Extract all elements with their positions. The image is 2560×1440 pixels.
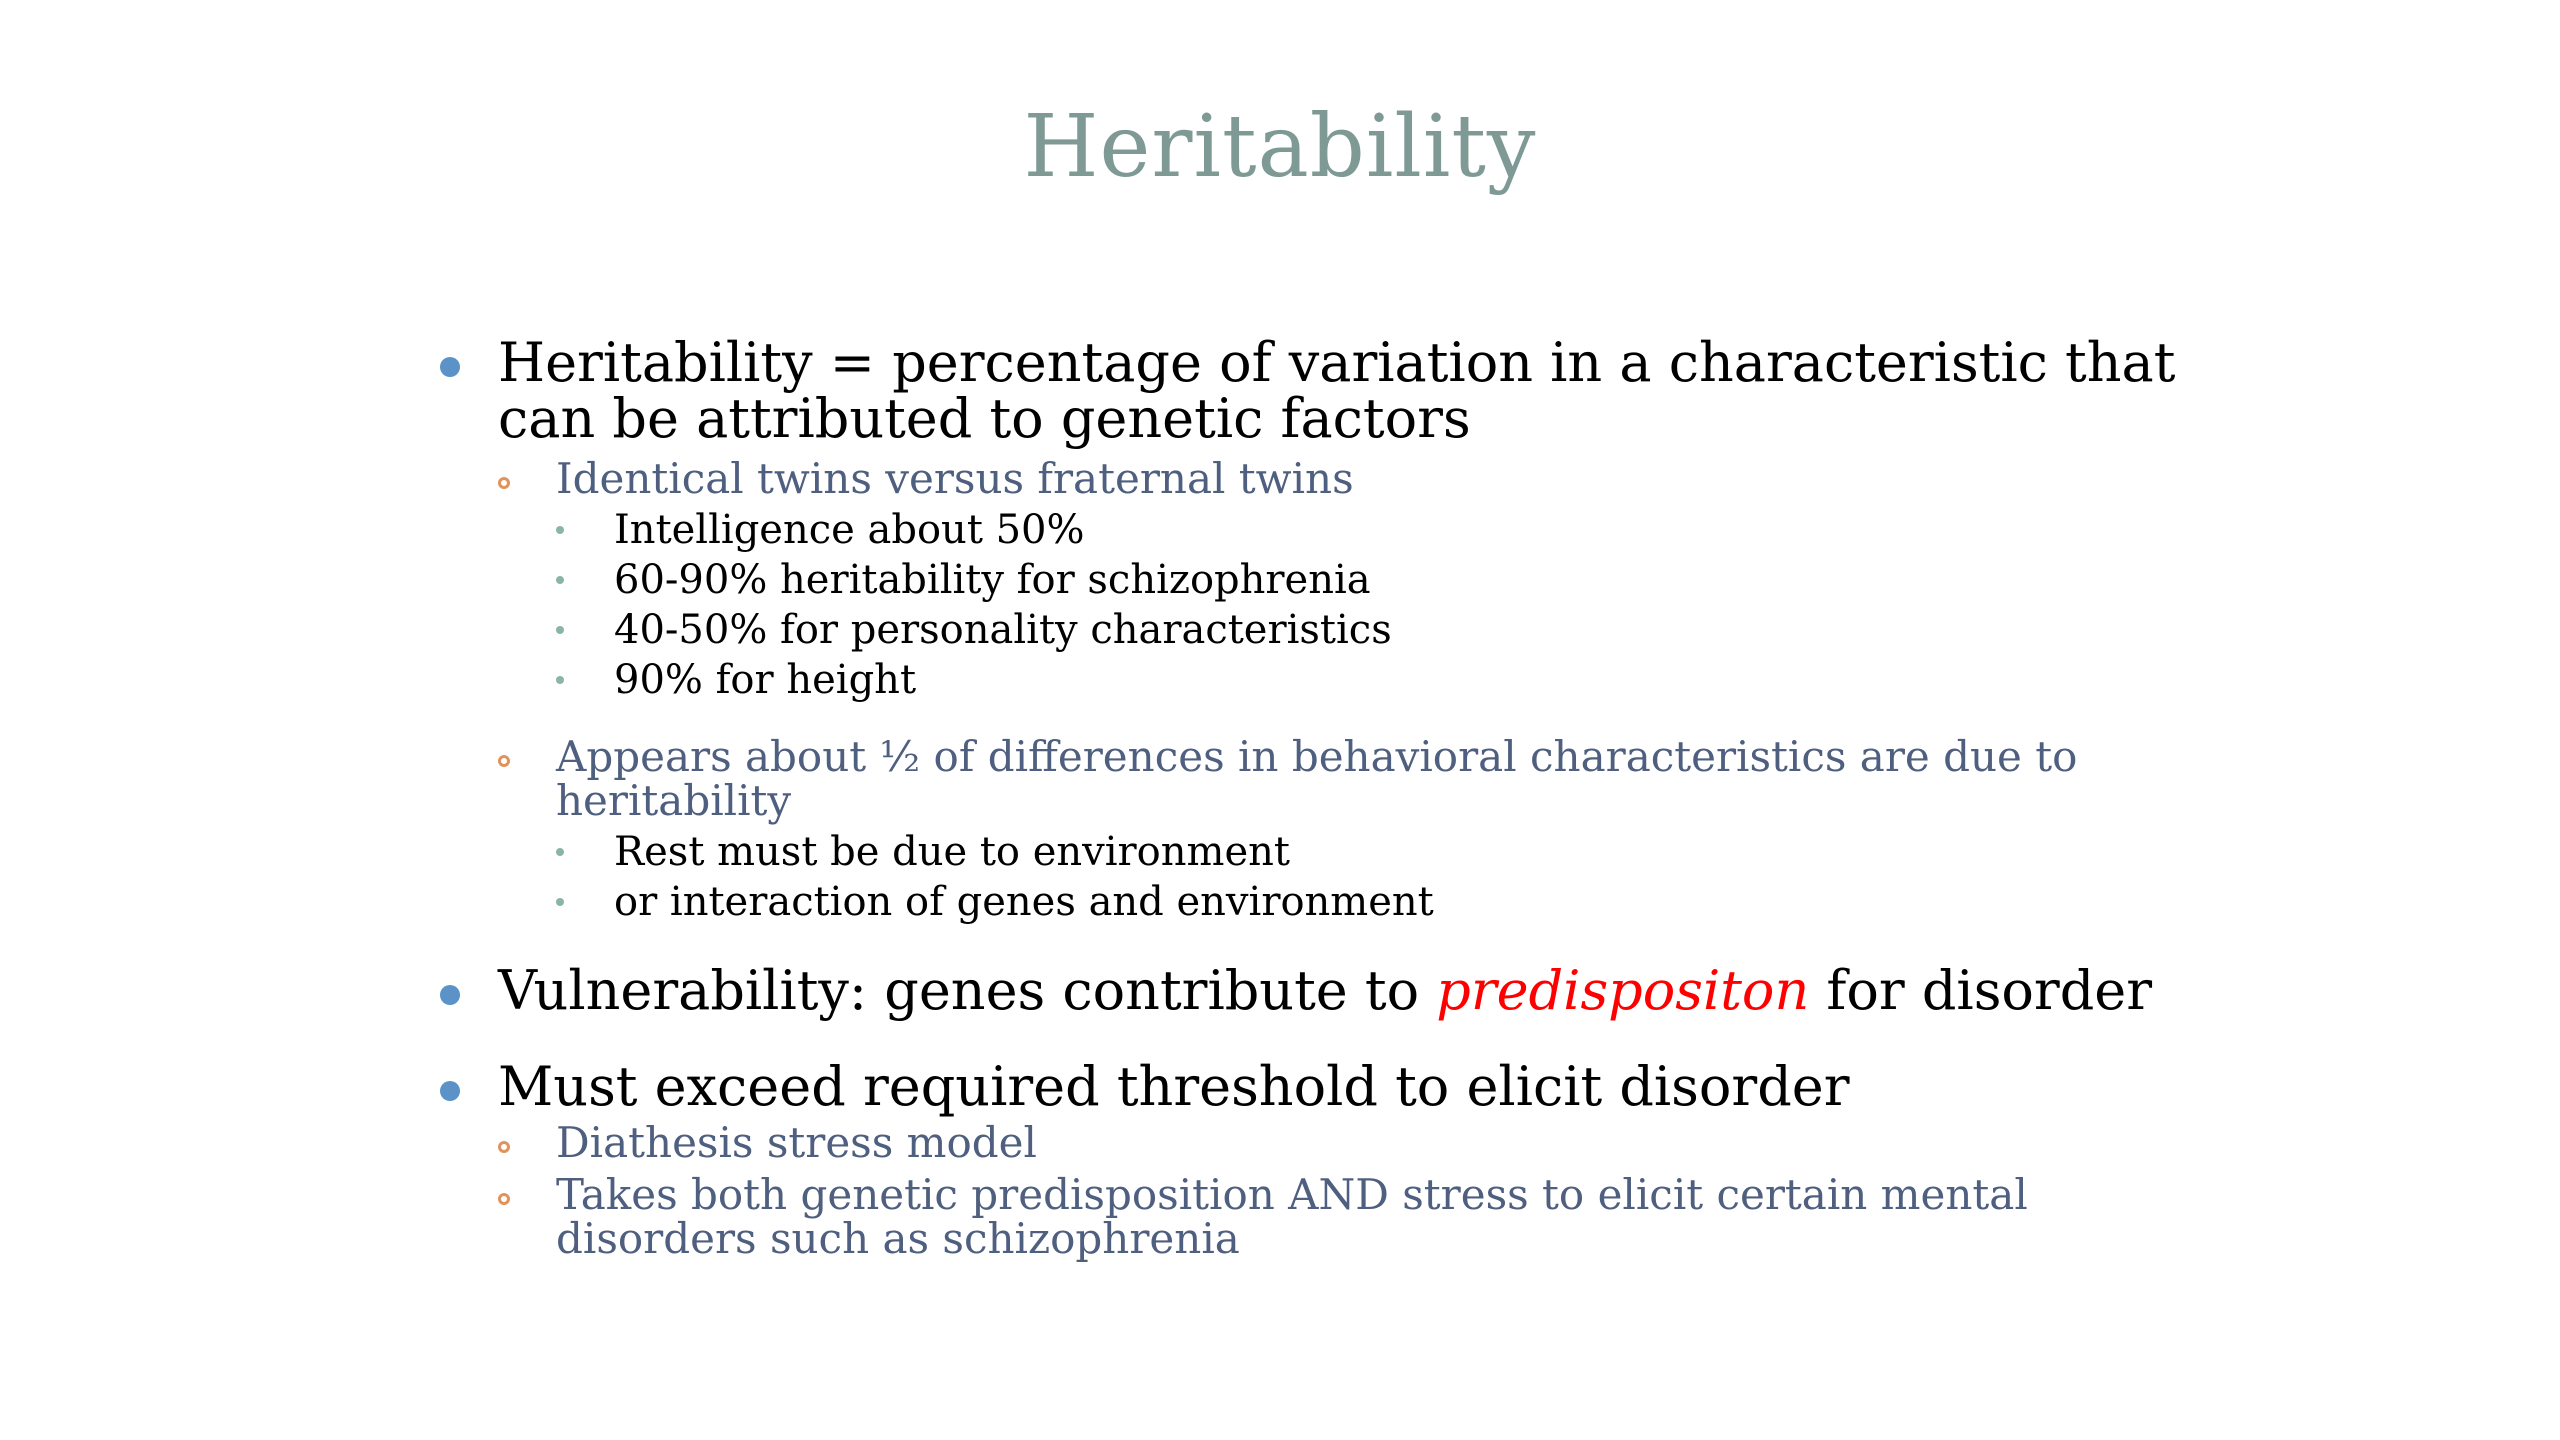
dot-bullet-icon (556, 898, 564, 906)
bullet-text-end: for disorder (1809, 959, 2153, 1022)
list-item (556, 827, 2220, 877)
sub-bullet-stress (498, 1170, 2220, 1263)
circle-bullet-icon (498, 1193, 510, 1205)
bullet-vulnerability (440, 959, 2220, 1022)
dot-bullet-icon (556, 676, 564, 684)
bullet-dot-icon (440, 357, 460, 377)
bullet-heritability-definition (440, 331, 2220, 450)
list-item-text: 40-50% for personality characteristics (614, 607, 1392, 653)
list-item (556, 655, 2220, 705)
slide-title: Heritability (1023, 97, 1537, 197)
sub-bullet-text: Identical twins versus fraternal twins (556, 454, 1354, 503)
emphasis-text: predispositon (1436, 959, 1810, 1022)
list-item (556, 605, 2220, 655)
sub-bullet-twins (498, 454, 2220, 503)
bullet-text: Must exceed required threshold to elicit disorder (498, 1055, 1850, 1118)
dot-bullet-icon (556, 848, 564, 856)
slide-body (440, 331, 2220, 1263)
circle-bullet-icon (498, 477, 510, 489)
sub-bullet-text: Diathesis stress model (556, 1118, 1037, 1167)
list-item-text: Rest must be due to environment (614, 829, 1290, 875)
list-item-text: 90% for height (614, 657, 917, 703)
sub-bullet-diathesis (498, 1118, 2220, 1167)
sub-bullet-behavioral (498, 732, 2220, 825)
bullet-dot-icon (440, 985, 460, 1005)
list-item (556, 877, 2220, 927)
list-item-text: 60-90% heritability for schizophrenia (614, 557, 1371, 603)
circle-bullet-icon (498, 755, 510, 767)
sub-bullet-text: Appears about ½ of differences in behavioral characteristics are due to heritability (556, 732, 2078, 825)
dot-bullet-icon (556, 576, 564, 584)
circle-bullet-icon (498, 1141, 510, 1153)
bullet-threshold (440, 1055, 2220, 1118)
list-item (556, 505, 2220, 555)
list-item-text: Intelligence about 50% (614, 507, 1085, 553)
list-item (556, 555, 2220, 605)
bullet-text: Heritability = percentage of variation in a characteristic that can be attributed to genetic factors (498, 331, 2176, 450)
list-item-text: or interaction of genes and environment (614, 879, 1434, 925)
bullet-text: Vulnerability: genes contribute to (498, 959, 1437, 1022)
dot-bullet-icon (556, 626, 564, 634)
bullet-dot-icon (440, 1081, 460, 1101)
dot-bullet-icon (556, 526, 564, 534)
sub-bullet-text: Takes both genetic predisposition AND stress to elicit certain mental disorders such as schizophrenia (556, 1170, 2028, 1263)
